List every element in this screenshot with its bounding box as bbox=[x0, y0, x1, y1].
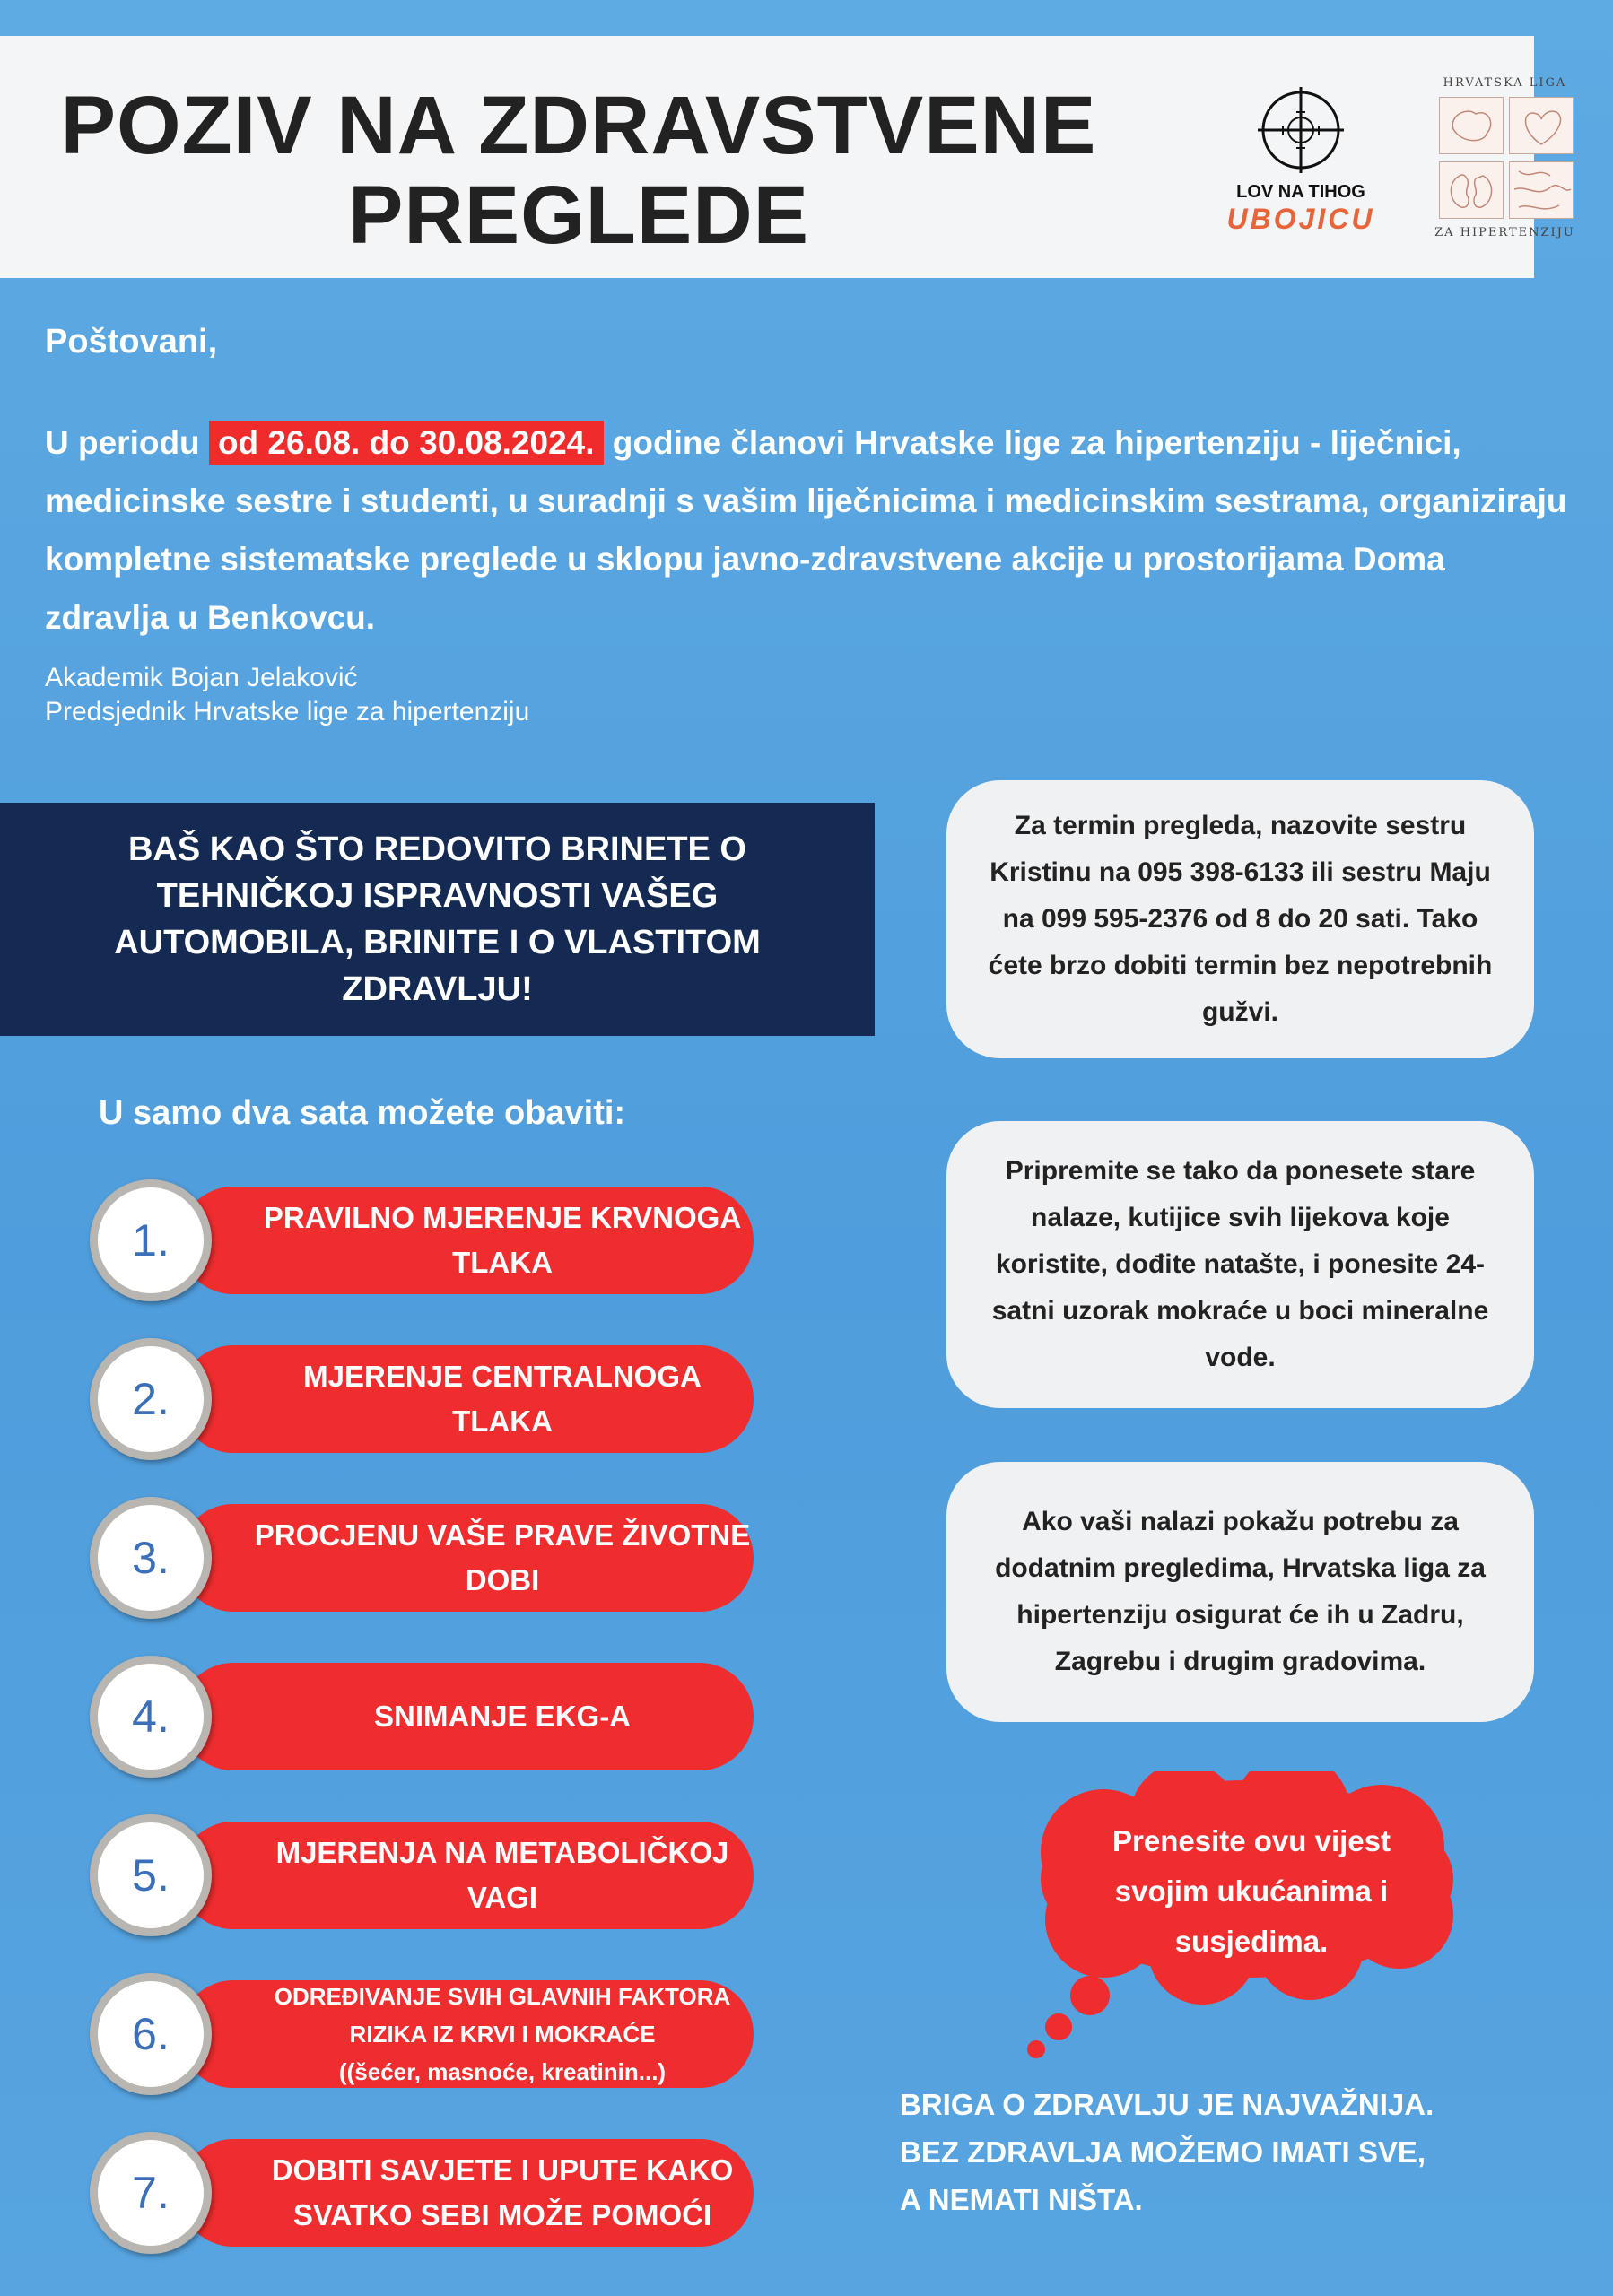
logo2-top-text: HRVATSKA LIGA bbox=[1443, 76, 1567, 90]
item-text: PROCJENU VAŠE PRAVE ŽIVOTNE DOBI bbox=[179, 1504, 754, 1612]
followup-card: Ako vaši nalazi pokažu potrebu za dodatnim pregledima, Hrvatska liga za hipertenziju osigurat će ih u Zadru, Zagrebu i drugim gradovima. bbox=[946, 1462, 1534, 1722]
lov-na-tihog-ubojicu-logo bbox=[1202, 85, 1399, 283]
car-health-slogan: BAŠ KAO ŠTO REDOVITO BRINETE O TEHNIČKOJ ISPRAVNOSTI VAŠEG AUTOMOBILA, BRINITE I O VLASTITOM ZDRAVLJU! bbox=[0, 803, 875, 1036]
logo-text-line1: LOV NA TIHOG bbox=[1236, 182, 1365, 202]
date-highlight: od 26.08. do 30.08.2024. bbox=[209, 421, 604, 465]
list-title: U samo dva sata možete obaviti: bbox=[99, 1094, 626, 1132]
kidney-icon bbox=[1439, 161, 1504, 219]
list-item bbox=[90, 1656, 754, 1778]
item-number: 4. bbox=[90, 1656, 212, 1778]
brain-icon bbox=[1439, 97, 1504, 154]
signature-name: Akademik Bojan Jelaković bbox=[45, 663, 358, 692]
heart-icon bbox=[1509, 97, 1574, 154]
item-text: MJERENJA NA METABOLIČKOJ VAGI bbox=[179, 1822, 754, 1929]
vessels-icon bbox=[1509, 161, 1574, 219]
para-before: U periodu bbox=[45, 424, 200, 461]
para-after: godine članovi Hrvatske lige za hipertenziju - liječnici, medicinske sestre i studenti, u suradnji s vašim liječnicima i medicinskim sestrama, organiziraju kompletne sistematske preglede u sklopu javno-zdravstvene akcije u prostorijama Doma zdravlja u Benkovcu. bbox=[45, 424, 1567, 636]
preparation-card: Pripremite se tako da ponesete stare nalaze, kutijice svih lijekova koje koristite, dođite natašte, i ponesite 24-satni uzorak mokraće u boci mineralne vode. bbox=[946, 1121, 1534, 1408]
crosshair-icon bbox=[1256, 85, 1346, 175]
signature bbox=[45, 661, 1570, 729]
list-item bbox=[90, 1973, 754, 2095]
item-text: DOBITI SAVJETE I UPUTE KAKO SVATKO SEBI MOŽE POMOĆI bbox=[179, 2139, 754, 2247]
thought-cloud bbox=[1005, 1771, 1498, 2067]
signature-title: Predsjednik Hrvatske lige za hipertenziju bbox=[45, 697, 530, 726]
logo2-bottom-text: ZA HIPERTENZIJU bbox=[1434, 226, 1575, 239]
cloud-text: Prenesite ovu vijest svojim ukućanima i susjedima. bbox=[1112, 1824, 1391, 1958]
list-item bbox=[90, 1497, 754, 1619]
page-title: POZIV NA ZDRAVSTVENE PREGLEDE bbox=[60, 80, 1097, 261]
list-item bbox=[90, 1338, 754, 1460]
list-item bbox=[90, 2132, 754, 2254]
item-number: 6. bbox=[90, 1973, 212, 2095]
item-text: SNIMANJE EKG-A bbox=[179, 1663, 754, 1770]
header-banner bbox=[0, 36, 1575, 278]
hrvatska-liga-logo bbox=[1426, 76, 1583, 291]
intro-paragraph bbox=[45, 413, 1570, 647]
list-item bbox=[90, 1814, 754, 1936]
intro-section bbox=[45, 323, 1570, 729]
item-number: 1. bbox=[90, 1179, 212, 1301]
logo2-organ-grid bbox=[1426, 97, 1583, 219]
logo-text-line2: UBOJICU bbox=[1226, 203, 1375, 235]
greeting: Poštovani, bbox=[45, 323, 218, 361]
item-number: 2. bbox=[90, 1338, 212, 1460]
list-item bbox=[90, 1179, 754, 1301]
closing-slogan: BRIGA O ZDRAVLJU JE NAJVAŽNIJA. BEZ ZDRAVLJA MOŽEMO IMATI SVE, A NEMATI NIŠTA. bbox=[900, 2088, 1434, 2216]
item-number: 7. bbox=[90, 2132, 212, 2254]
item-number: 5. bbox=[90, 1814, 212, 1936]
item-subtext: ((šećer, masnoće, kreatinin...) bbox=[338, 2058, 667, 2085]
appointment-card: Za termin pregleda, nazovite sestru Kristinu na 095 398-6133 ili sestru Maju na 099 595-2376 od 8 do 20 sati. Tako ćete brzo dobiti termin bez nepotrebnih gužvi. bbox=[946, 780, 1534, 1058]
item-number: 3. bbox=[90, 1497, 212, 1619]
item-text: ODREĐIVANJE SVIH GLAVNIH FAKTORA RIZIKA IZ KRVI I MOKRAĆE bbox=[274, 1983, 731, 2048]
item-text-block bbox=[179, 1980, 754, 2088]
item-text: PRAVILNO MJERENJE KRVNOGA TLAKA bbox=[179, 1187, 754, 1294]
item-text: MJERENJE CENTRALNOGA TLAKA bbox=[179, 1345, 754, 1453]
